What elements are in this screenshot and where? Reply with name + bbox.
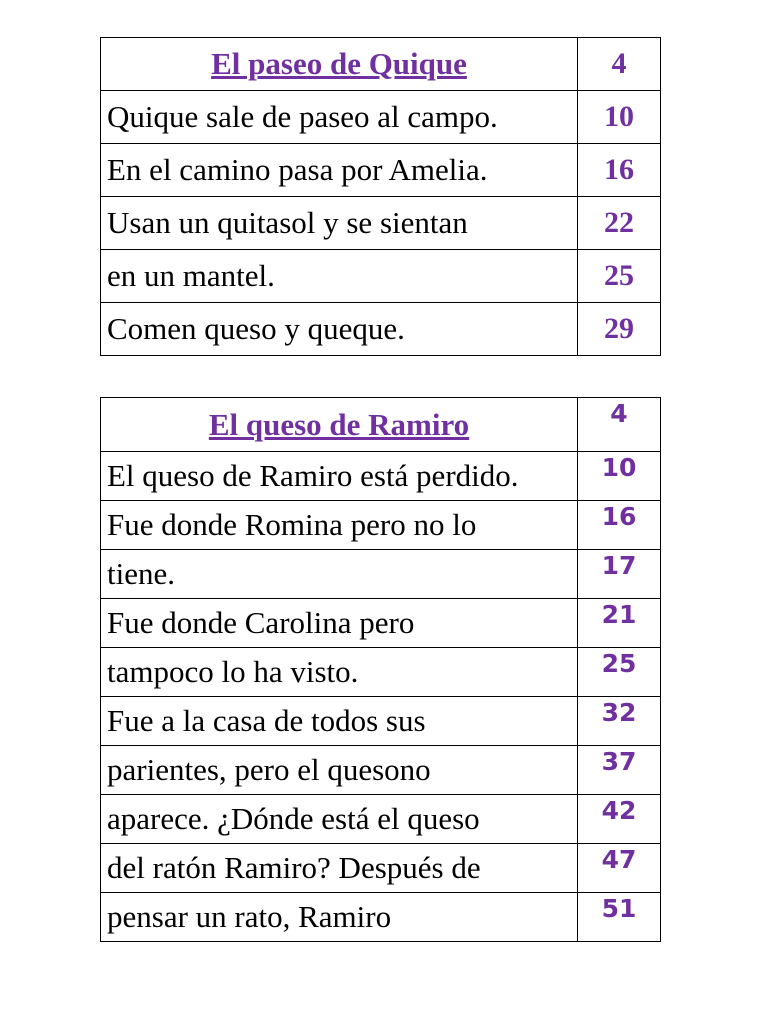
word-count: 42 (578, 795, 661, 844)
sentence-text: El queso de Ramiro está perdido. (101, 452, 578, 501)
word-count: 47 (578, 844, 661, 893)
table-row (101, 599, 661, 648)
table-title-row (101, 38, 661, 91)
sentence-text: pensar un rato, Ramiro (101, 893, 578, 942)
table-row (101, 197, 661, 250)
word-count: 21 (578, 599, 661, 648)
table-row (101, 91, 661, 144)
table-row (101, 697, 661, 746)
title-cell (101, 398, 578, 452)
sentence-text: aparece. ¿Dónde está el queso (101, 795, 578, 844)
word-count: 10 (578, 452, 661, 501)
table-row (101, 501, 661, 550)
sentence-text: En el camino pasa por Amelia. (101, 144, 578, 197)
word-count: 37 (578, 746, 661, 795)
word-count: 4 (578, 38, 661, 91)
table-row (101, 144, 661, 197)
word-count: 29 (578, 303, 661, 356)
sentence-text: en un mantel. (101, 250, 578, 303)
sentence-text: Fue a la casa de todos sus (101, 697, 578, 746)
word-count: 25 (578, 250, 661, 303)
table-row (101, 844, 661, 893)
word-count: 32 (578, 697, 661, 746)
table-title: El paseo de Quique (211, 46, 467, 81)
word-count: 22 (578, 197, 661, 250)
table-row (101, 893, 661, 942)
sentence-text: tampoco lo ha visto. (101, 648, 578, 697)
word-count: 25 (578, 648, 661, 697)
table-title: El queso de Ramiro (208, 406, 470, 442)
word-count: 16 (578, 144, 661, 197)
sentence-text: del ratón Ramiro? Después de (101, 844, 578, 893)
word-count: 4 (578, 398, 661, 452)
sentence-text: Fue donde Carolina pero (101, 599, 578, 648)
word-count: 51 (578, 893, 661, 942)
table-row (101, 795, 661, 844)
sentence-text: Comen queso y queque. (101, 303, 578, 356)
reading-table-quique (100, 37, 661, 356)
table-row (101, 303, 661, 356)
word-count: 16 (578, 501, 661, 550)
sentence-text: Usan un quitasol y se sientan (101, 197, 578, 250)
table-row (101, 746, 661, 795)
title-cell (101, 38, 578, 91)
sentence-text: parientes, pero el quesono (101, 746, 578, 795)
table-row (101, 648, 661, 697)
table-row (101, 550, 661, 599)
table-title-row (101, 398, 661, 452)
sentence-text: tiene. (101, 550, 578, 599)
sentence-text: Quique sale de paseo al campo. (101, 91, 578, 144)
word-count: 17 (578, 550, 661, 599)
sentence-text: Fue donde Romina pero no lo (101, 501, 578, 550)
word-count: 10 (578, 91, 661, 144)
table-row (101, 250, 661, 303)
reading-table-ramiro (100, 397, 661, 942)
table-row (101, 452, 661, 501)
